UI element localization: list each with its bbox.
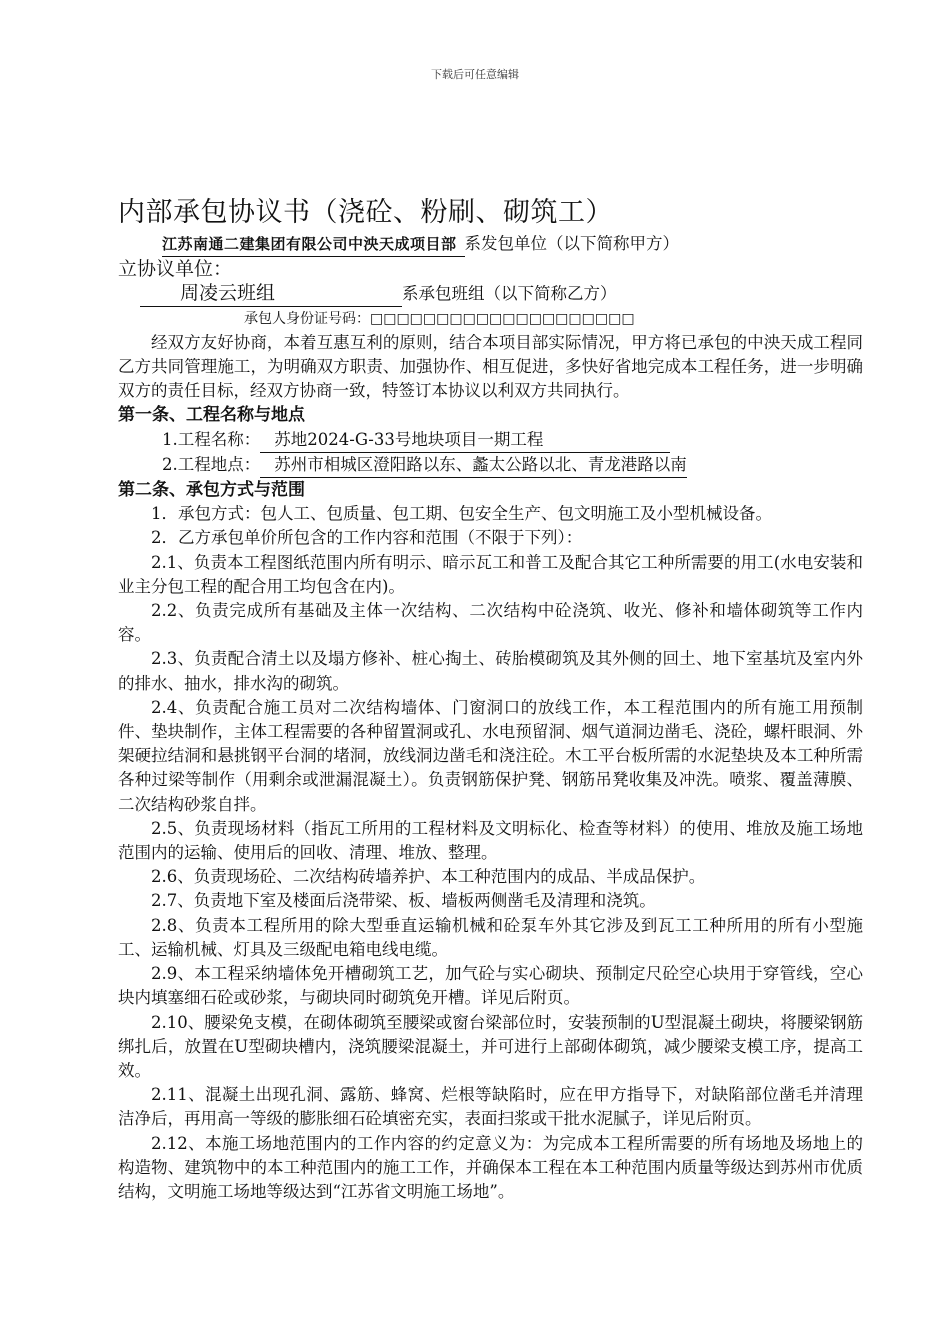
clause-2-1: 2.1、负责本工程图纸范围内所有明示、暗示瓦工和普工及配合其它工种所需要的用工(水电安装和业主分包工程的配合用工均包含在内)。 xyxy=(118,552,863,596)
project-name-line xyxy=(118,428,863,453)
intro-paragraph: 经双方友好协商，本着互惠互利的原则，结合本项目部实际情况，甲方将已承包的中泱天成工程同乙方共同管理施工，为明确双方职责、加强协作、相互促进，多快好省地完成本工程任务，进一步明确双方的责任目标，经双方协商一致，特签订本协议以利双方共同执行。 xyxy=(118,332,863,401)
section1-heading: 第一条、工程名称与地点 xyxy=(118,405,305,426)
party-a-role: 系发包单位（以下简称甲方） xyxy=(464,234,680,253)
document-body xyxy=(118,232,863,1204)
section2-heading: 第二条、承包方式与范围 xyxy=(118,480,305,501)
party-b-line xyxy=(118,281,863,306)
clause-2-4: 2.4、负责配合施工员对二次结构墙体、门窗洞口的放线工作，本工程范围内的所有施工用预制件、垫块制作，主体工程需要的各种留置洞或孔、水电预留洞、烟气道洞边凿毛、浇砼，螺杆眼洞、外架硬拉结洞和悬挑钢平台洞的堵洞，放线洞边凿毛和浇注砼。木工平台板所需的水泥垫块及本工种所需各种过梁等制作（用剩余或泄漏混凝土）。负责钢筋保护凳、钢筋吊凳收集及冲洗。喷浆、覆盖薄膜、二次结构砂浆自拌。 xyxy=(118,697,863,814)
project-place-line xyxy=(118,453,863,478)
party-b-label: 立协议单位： xyxy=(118,258,233,281)
party-a-name: 江苏南通二建集团有限公司中泱天成项目部 xyxy=(162,232,465,257)
party-b-role: 系承包班组（以下简称乙方） xyxy=(402,284,617,304)
project-name-label: 1.工程名称： xyxy=(162,429,261,449)
project-place-label: 2.工程地点： xyxy=(162,454,261,474)
project-place-value: 苏州市相城区澄阳路以东、蠡太公路以北、青龙港路以南 xyxy=(260,453,687,478)
project-name-value: 苏地2024-G-33号地块项目一期工程 xyxy=(260,428,670,453)
party-b-name: 周凌云班组 xyxy=(140,281,402,306)
clause-2-12: 2.12、本施工场地范围内的工作内容的约定意义为：为完成本工程所需要的所有场地及场地上的构造物、建筑物中的本工种范围内的施工工作，并确保本工程在本工种范围内质量等级达到苏州市优质结构，文明施工场地等级达到“江苏省文明施工场地”。 xyxy=(118,1133,863,1201)
section2-item-2: 2．乙方承包单价所包含的工作内容和范围（不限于下列）： xyxy=(151,528,583,548)
clause-2-8: 2.8、负责本工程所用的除大型垂直运输机械和砼泵车外其它涉及到瓦工工种所用的所有小型施工、运输机械、灯具及三级配电箱电线电缆。 xyxy=(118,915,863,959)
header-note: 下载后可任意编辑 xyxy=(431,68,519,81)
clause-2-6: 2.6、负责现场砼、二次结构砖墙养护、本工种范围内的成品、半成品保护。 xyxy=(151,867,706,887)
clause-2-7: 2.7、负责地下室及楼面后浇带梁、板、墙板两侧凿毛及清理和浇筑。 xyxy=(151,891,656,911)
clause-2-2: 2.2、负责完成所有基础及主体一次结构、二次结构中砼浇筑、收光、修补和墙体砌筑等工作内容。 xyxy=(118,601,863,645)
clause-2-9: 2.9、本工程采纳墙体免开槽砌筑工艺，加气砼与实心砌块、预制定尺砼空心块用于穿管线，空心块内填塞细石砼或砂浆，与砌块同时砌筑免开槽。详见后附页。 xyxy=(118,964,863,1008)
clause-2-10: 2.10、腰梁免支模，在砌体砌筑至腰梁或窗台梁部位时，安装预制的U型混凝土砌块，将腰梁钢筋绑扎后，放置在U型砌块槽内，浇筑腰梁混凝土，并可进行上部砌体砌筑，减少腰梁支模工序，提高工效。 xyxy=(118,1012,863,1080)
clause-2-3: 2.3、负责配合清土以及塌方修补、桩心掏土、砖胎模砌筑及其外侧的回土、地下室基坑及室内外的排水、抽水，排水沟的砌筑。 xyxy=(118,649,863,693)
document-title: 内部承包协议书（浇砼、粉刷、砌筑工） xyxy=(118,197,613,228)
party-a-line xyxy=(118,232,863,257)
section2-item-1: 1．承包方式：包人工、包质量、包工期、包安全生产、包文明施工及小型机械设备。 xyxy=(151,504,772,524)
id-number-line: 承包人身份证号码：□□□□□□□□□□□□□□□□□□□□ xyxy=(244,310,635,327)
clause-2-5: 2.5、负责现场材料（指瓦工所用的工程材料及文明标化、检查等材料）的使用、堆放及施工场地范围内的运输、使用后的回收、清理、堆放、整理。 xyxy=(118,818,863,863)
clause-2-11: 2.11、混凝土出现孔洞、露筋、蜂窝、烂根等缺陷时，应在甲方指导下，对缺陷部位凿毛并清理洁净后，再用高一等级的膨胀细石砼填密充实，表面扫浆或干批水泥腻子，详见后附页。 xyxy=(118,1085,863,1129)
